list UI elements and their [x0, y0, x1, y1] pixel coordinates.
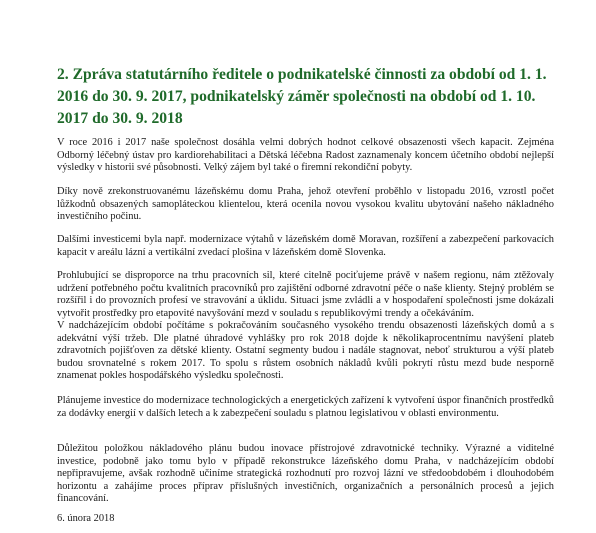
paragraph-praha-house: Díky nově zrekonstruovanému lázeňskému domu Praha, jehož otevření proběhlo v listopadu 2016, vzrostl počet lůžkodnů obsazených samopláteckou klientelou, která ocenila novou vysokou kvalitu ubytování našeho nákladného investičního počinu.: [57, 186, 554, 223]
paragraph-labor-market: Prohlubující se disproporce na trhu pracovních sil, které citelně pociťujeme právě v našem regionu, nám ztěžovaly udržení potřebného počtu kvalitních pracovníků pro zajištění odborné zdravotní péče o naše klienty. Stejný problém se rozšířil i do provozních profesí ve stravování a úklidu. Situaci jsme zvládli a v hospodaření společnosti jsme dokázali vytvořit prostředky pro etapovité navyšování mezd v souladu s republikovými trendy a očekáváním.: [57, 270, 554, 319]
paragraph-investments: Dalšími investicemi byla např. modernizace výtahů v lázeňském domě Moravan, rozšíření a zabezpečení parkovacích kapacit v areálu lázní a vertikální zvedací plošina v lázeňském domě Slovenka.: [57, 234, 554, 258]
paragraph-occupancy: V roce 2016 i 2017 naše společnost dosáhla velmi dobrých hodnot celkové obsazenosti všech kapacit. Zejména Odborný léčebný ústav pro kardiorehabilitaci a Dětská léčebna Radost zaznamenaly koncem účetního období nejlepší výsledky v historii své působnosti. Velký zájem byl také o firemní rekondiční pobyty.: [57, 137, 554, 174]
paragraph-medical-equipment: Důležitou položkou nákladového plánu budou inovace přístrojové zdravotnické techniky. Výrazné a viditelné investice, podobně jako tomu bylo v případě rekonstrukce lázeňského domu Praha, v nadcházejícím období nepřipravujeme, avšak rozhodně učiníme strategická rozhodnutí pro rozvoj lázní ve středoobdobém i dlouhodobém horizontu a zahájíme proces příprav příslušných investičních, organizačních a personálních procesů a jejich financování.: [57, 443, 554, 505]
paragraph-energy-investments: Plánujeme investice do modernizace technologických a energetických zařízení k vytvoření úspor finančních prostředků za dodávky energií v dalších letech a k zabezpečení souladu s platnou legislativou v oblasti environmentu.: [57, 395, 554, 419]
section-heading: 2. Zpráva statutárního ředitele o podnikatelské činnosti za období od 1. 1. 2016 do 30. 9. 2017, podnikatelský záměr společnosti na období od 1. 10. 2017 do 30. 9. 2018: [57, 66, 547, 127]
document-date: 6. února 2018: [57, 513, 115, 524]
paragraph-outlook: V nadcházejícím období počítáme s pokračováním současného vysokého trendu obsazenosti lázeňských domů a s adekvátní výší tržeb. Dle platné úhradové vyhlášky pro rok 2018 dojde k několikaprocentnímu navýšení plateb zdravotních pojišťoven za dětské klienty. Ostatní segmenty budou i nadále stagnovat, neboť strukturou a výší plateb budou srovnatelné s rokem 2017. To spolu s růstem osobních nákladů kvůli pokrytí růstu mezd bude nesporně znamenat pokles hospodářského výsledku společnosti.: [57, 320, 554, 382]
